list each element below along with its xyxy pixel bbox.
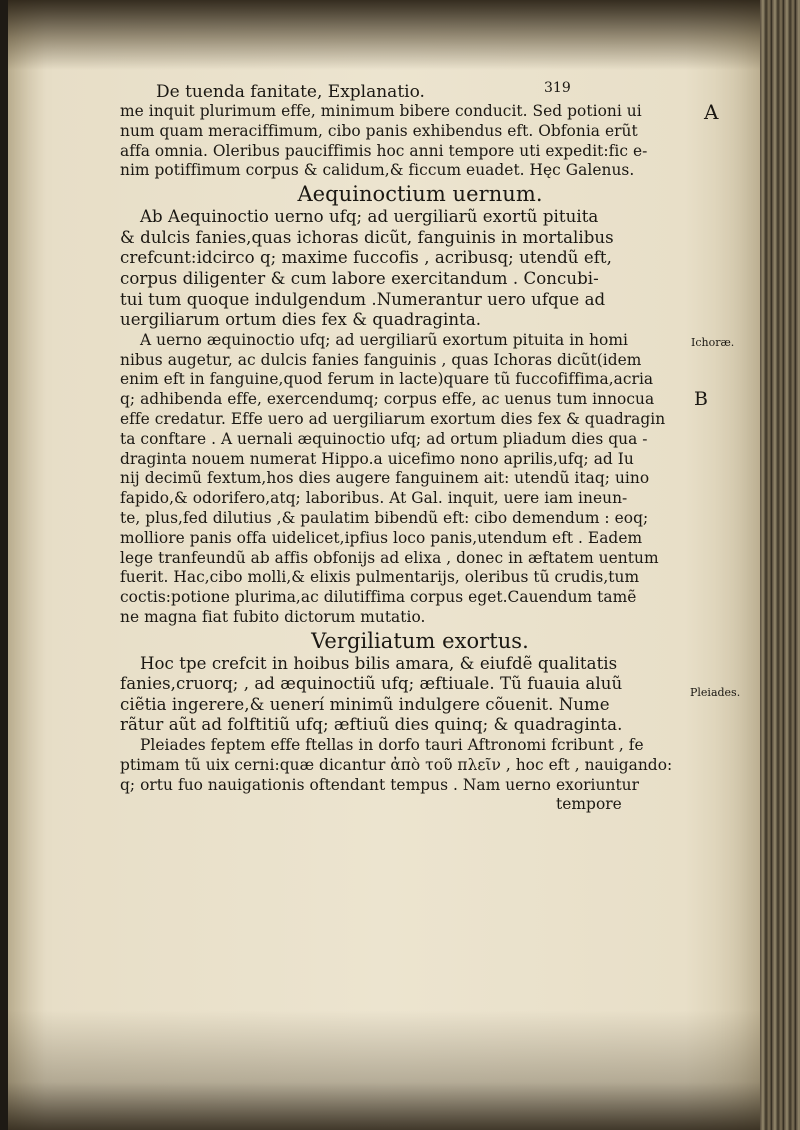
text-line: & dulcis fanies,quas ichoras dicũt, fanguinis in mortalibus	[120, 227, 614, 247]
running-head	[156, 82, 676, 102]
text-line: fuerit. Hac,cibo molli,& elixis pulmentarijs, oleribus tũ crudis,tum	[120, 568, 640, 587]
text-line: me inquit plurimum effe, minimum bibere conducit. Sed potioni ui	[120, 102, 642, 120]
text-line: nij decimũ fextum,hos dies augere fanguinem ait: utendũ itaq; uino	[120, 469, 650, 488]
book-page	[8, 0, 760, 1130]
page-number: 319	[544, 80, 571, 96]
text-line: A uerno æquinoctio ufq; ad uergiliarũ exortum pituita in homi	[140, 330, 628, 349]
paragraph-3	[120, 331, 680, 628]
text-line: coctis:potione plurima,ac dilutiffima corpus eget.Cauendum tamẽ	[120, 588, 637, 607]
text-line: nim potiffimum corpus & calidum,& ficcum euadet. Hęc Galenus.	[120, 161, 635, 180]
text-line: crefcunt:idcirco q; maxime fuccofis , acribusq; utendũ eft,	[120, 248, 612, 268]
text-line: tui tum quoque indulgendum .Numerantur uero ufque ad	[120, 289, 606, 309]
text-line: Hoc tpe crefcit in hoibus bilis amara, & eiufdẽ qualitatis	[140, 653, 618, 673]
top-shadow	[8, 0, 760, 70]
text-line: nibus augetur, ac dulcis fanies fanguinis , quas Ichoras dicũt(idem	[120, 350, 642, 369]
paragraph-1	[120, 102, 680, 181]
margin-note-ichorae: Ichoræ.	[691, 336, 735, 349]
text-line: te, plus,fed dilutius ,& paulatim bibendũ eft: cibo demendum : eoq;	[120, 508, 649, 527]
margin-letter-a: A	[704, 100, 719, 124]
text-line: rãtur aũt ad folftitiũ ufq; æftiuũ dies quinq; & quadraginta.	[120, 715, 623, 735]
text-line: uergiliarum ortum dies fex & quadraginta.	[120, 310, 482, 330]
text-line: q; adhibenda effe, exercendumq; corpus effe, ac uenus tum innocua	[120, 390, 655, 409]
text-line: enim eft in fanguine,quod ferum in lacte)quare tũ fuccofiffima,acria	[120, 370, 654, 389]
bottom-shadow	[8, 1010, 760, 1130]
main-text	[120, 102, 680, 815]
text-line: ptimam tũ uix cerni:quæ dicantur ἀπὸ τοῦ πλεῖν , hoc eft , nauigando:	[120, 755, 673, 774]
text-line: effe credatur. Effe uero ad uergiliarum exortum dies fex & quadragin	[120, 409, 666, 428]
text-line: draginta nouem numerat Hippo.a uicefimo nono aprilis,ufq; ad Iu	[120, 449, 634, 468]
text-line: ne magna fiat fubito dictorum mutatio.	[120, 607, 426, 626]
book-edge	[760, 0, 800, 1130]
running-head-title: De tuenda fanitate, Explanatio.	[156, 82, 425, 102]
text-line: Pleiades feptem effe ftellas in dorfo tauri Aftronomi fcribunt , fe	[140, 736, 644, 755]
text-line: num quam meraciffimum, cibo panis exhibendus eft. Obfonia erũt	[120, 121, 638, 140]
margin-letter-b: B	[694, 388, 708, 410]
paragraph-5	[120, 736, 680, 815]
text-line: Ab Aequinoctio uerno ufq; ad uergiliarũ exortũ pituita	[140, 207, 599, 227]
text-line: fanies,cruorq; , ad æquinoctiũ ufq; æftiuale. Tũ fuauia aluũ	[120, 674, 623, 694]
text-line: fapido,& odorifero,atq; laboribus. At Gal. inquit, uere iam ineun-	[120, 489, 628, 508]
text-line: lege tranfeundũ ab affis obfonijs ad elixa , donec in æftatem uentum	[120, 548, 659, 567]
text-line: ta conftare . A uernali æquinoctio ufq; ad ortum pliadum dies qua -	[120, 429, 648, 448]
text-line: corpus diligenter & cum labore exercitandum . Concubi-	[120, 268, 599, 288]
paragraph-2	[120, 207, 680, 331]
catchword: tempore	[556, 795, 622, 814]
text-line: ciẽtia ingerere,& uenerí minimũ indulgere cõuenit. Nume	[120, 694, 610, 714]
text-line: q; ortu fuo nauigationis oftendant tempus . Nam uerno exoriuntur	[120, 775, 640, 794]
text-line: affa omnia. Oleribus pauciffimis hoc anni tempore uti expedit:fic e-	[120, 141, 648, 160]
section-heading-aequinoctium: Aequinoctium uernum.	[297, 182, 543, 207]
text-line: molliore panis offa uidelicet,ipfius loco panis,utendum eft . Eadem	[120, 528, 643, 547]
section-heading-vergiliarum: Vergiliatum exortus.	[311, 628, 529, 653]
margin-note-pleiades: Pleiades.	[690, 686, 741, 699]
paragraph-4	[120, 654, 680, 736]
